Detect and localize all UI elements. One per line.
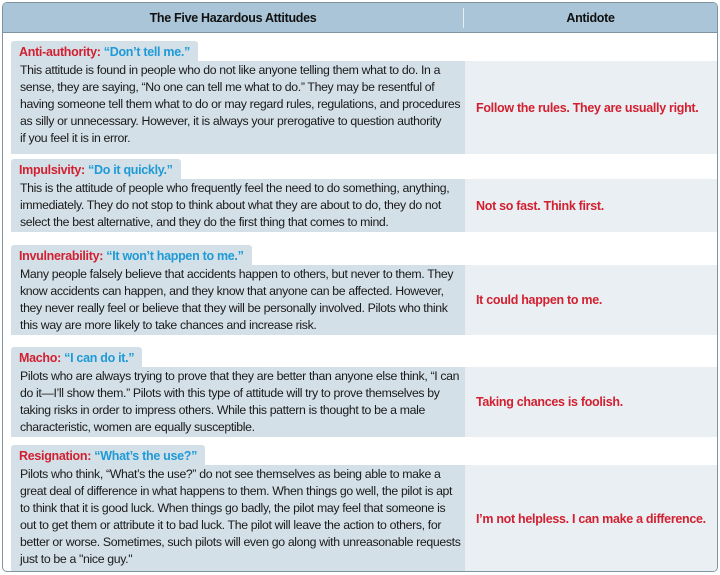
attitude-quote: “It won’t happen to me.” <box>106 249 244 263</box>
description-line: this way are more likely to take chances and increase risk. <box>20 318 317 332</box>
description-line: out to get them or attribute it to bad luck. The pilot will leave the action to others, for <box>20 518 442 532</box>
attitude-title <box>11 159 181 179</box>
description-line: Pilots who are always trying to prove that they are better than anyone else think, “I can <box>20 369 460 383</box>
attitude-description <box>11 367 465 437</box>
attitude-title <box>11 245 252 265</box>
description-line: This attitude is found in people who do not like anyone telling them what to do. In a <box>20 63 441 77</box>
description-line: sense, they are saying, “No one can tell me what to do.” They may be resentful of <box>20 80 435 94</box>
antidote: Not so fast. Think first. <box>465 179 717 232</box>
table-header <box>3 3 717 33</box>
description-line: taking risks in order to impress others. While this pattern is thought to be a male <box>20 403 425 417</box>
attitude-name: Resignation: <box>19 449 92 463</box>
attitude-title <box>11 347 142 367</box>
attitude-name: Invulnerability: <box>19 249 104 263</box>
description-line: just to be a "nice guy." <box>20 552 133 566</box>
attitude-quote: “Do it quickly.” <box>88 163 173 177</box>
description-line: do it—I’ll show them.” Pilots with this type of attitude will try to prove themselves by <box>20 386 440 400</box>
attitude-title <box>11 445 205 465</box>
hazardous-attitudes-table <box>2 2 718 572</box>
antidote: Follow the rules. They are usually right. <box>465 61 717 154</box>
description-line: better or worse. Sometimes, such pilots will even go along with unreasonable requests <box>20 535 461 549</box>
attitude-name: Macho: <box>19 351 61 365</box>
attitude-name: Anti-authority: <box>19 45 101 59</box>
description-line: immediately. They do not stop to think about what they are about to do, they do not <box>20 198 441 212</box>
description-line: to think that it is good luck. When things go badly, the pilot may feel that someone is <box>20 501 446 515</box>
description-line: Many people falsely believe that accidents happen to others, but never to them. They <box>20 267 454 281</box>
description-line: having someone tell them what to do or may regard rules, regulations, and procedures <box>20 97 461 111</box>
antidote: It could happen to me. <box>465 265 717 335</box>
description-line: know accidents can happen, and they know that anyone can be affected. However, <box>20 284 444 298</box>
attitude-quote: “What’s the use?” <box>94 449 198 463</box>
attitude-title <box>11 41 198 61</box>
description-line: great deal of difference in what happens to them. When things go well, the pilot is apt <box>20 484 453 498</box>
antidote: Taking chances is foolish. <box>465 367 717 437</box>
attitude-description <box>11 265 465 335</box>
attitude-quote: “Don’t tell me.” <box>103 45 190 59</box>
antidote: I’m not helpless. I can make a difference. <box>465 465 717 572</box>
description-line: as silly or unnecessary. However, it is always your prerogative to question authority <box>20 114 442 128</box>
description-line: they never really feel or believe that they will be personally involved. Pilots who think <box>20 301 448 315</box>
description-line: characteristic, women are equally susceptible. <box>20 420 255 434</box>
attitude-description <box>11 465 465 572</box>
attitude-name: Impulsivity: <box>19 163 85 177</box>
description-line: if you feel it is in error. <box>20 131 131 145</box>
attitude-description <box>11 61 465 154</box>
description-line: This is the attitude of people who frequently feel the need to do something, anything, <box>20 181 450 195</box>
description-line: Pilots who think, “What’s the use?” do not see themselves as being able to make a <box>20 467 441 481</box>
attitude-description <box>11 179 465 232</box>
header-antidote: Antidote <box>566 10 615 25</box>
attitude-quote: “I can do it.” <box>64 351 135 365</box>
header-attitudes: The Five Hazardous Attitudes <box>3 8 464 28</box>
description-line: select the best alternative, and they do the first thing that comes to mind. <box>20 215 389 229</box>
